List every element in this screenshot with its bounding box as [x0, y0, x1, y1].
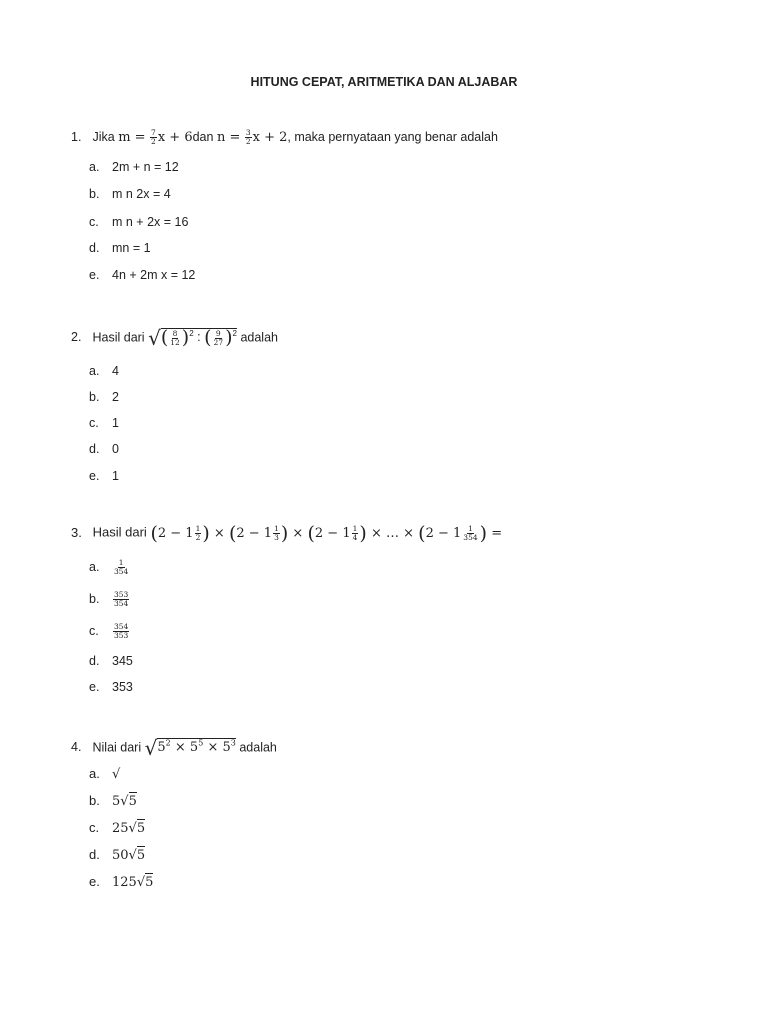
- option-2b[interactable]: b. 2: [89, 390, 119, 404]
- question-suffix: adalah: [239, 740, 277, 755]
- question-1: [71, 129, 498, 146]
- option-4b[interactable]: b. 5√5: [89, 793, 137, 809]
- question-suffix: adalah: [240, 330, 278, 345]
- question-prefix: Nilai dari: [92, 740, 142, 755]
- option-3c[interactable]: c. $\frac{354}{353}$: [89, 622, 129, 640]
- option-4e[interactable]: e. 125√5: [89, 874, 154, 890]
- math-n-rest: x + 2: [252, 129, 288, 145]
- option-2d[interactable]: d. 0: [89, 442, 119, 456]
- question-3: 3. Hasil dari (2 − 1 $\frac{1}{2}$ ) × (2 − 1 $\frac{1}{3}$ ) × (2 − 1 $\frac{1}{4}$ ) × … × (2 − 1 $\frac{1}{354}$ ) =: [71, 522, 503, 544]
- math-m-label: m =: [118, 129, 146, 145]
- question-2: [71, 326, 278, 350]
- question-4: [71, 736, 277, 760]
- option-2c[interactable]: c. 1: [89, 416, 119, 430]
- sqrt-icon: √: [144, 736, 158, 760]
- option-1d[interactable]: d. mn = 1: [89, 241, 151, 255]
- math-m-rest: x + 6: [157, 129, 193, 145]
- fraction-m: $\frac{7}{2}$: [151, 128, 156, 146]
- question-prefix: Hasil dari: [92, 524, 147, 540]
- question-number: 1.: [71, 129, 82, 144]
- question-number: 3.: [71, 524, 82, 540]
- fraction-n: $\frac{3}{2}$: [245, 128, 251, 146]
- question-suffix: , maka pernyataan yang benar adalah: [287, 129, 498, 144]
- option-2a[interactable]: a. 4: [89, 364, 119, 378]
- page-title: HITUNG CEPAT, ARITMETIKA DAN ALJABAR: [250, 75, 518, 89]
- option-1c[interactable]: c. m n + 2x = 16: [89, 215, 189, 229]
- option-1e[interactable]: e. 4n + 2m x = 12: [89, 268, 196, 282]
- question-prefix: Hasil dari: [92, 330, 145, 345]
- option-3b[interactable]: b. $\frac{353}{354}$: [89, 590, 129, 608]
- question-number: 4.: [71, 740, 82, 755]
- option-3e[interactable]: e. 353: [89, 680, 133, 694]
- option-4d[interactable]: d. 50√5: [89, 847, 146, 863]
- option-1a[interactable]: a. 2m + n = 12: [89, 160, 179, 174]
- option-3a[interactable]: a. $\frac{1}{354}$: [89, 558, 129, 576]
- question-prefix: Jika: [92, 129, 115, 144]
- option-3d[interactable]: d. 345: [89, 654, 133, 668]
- option-2e[interactable]: e. 1: [89, 469, 119, 483]
- sqrt-icon: √: [148, 326, 161, 350]
- option-4a[interactable]: a. √: [89, 766, 121, 782]
- option-1b[interactable]: b. m n 2x = 4: [89, 187, 171, 201]
- question-number: 2.: [71, 330, 82, 345]
- math-n-label: n =: [216, 129, 241, 145]
- option-4c[interactable]: c. 25√5: [89, 820, 146, 836]
- word-dan: dan: [192, 129, 214, 144]
- radicand: ( $\frac{8}{12}$ )$^2$ : ( $\frac{9}{27}$ )$^2$: [160, 327, 237, 349]
- radicand: $5^2 \times 5^5 \times 5^3$: [157, 738, 236, 756]
